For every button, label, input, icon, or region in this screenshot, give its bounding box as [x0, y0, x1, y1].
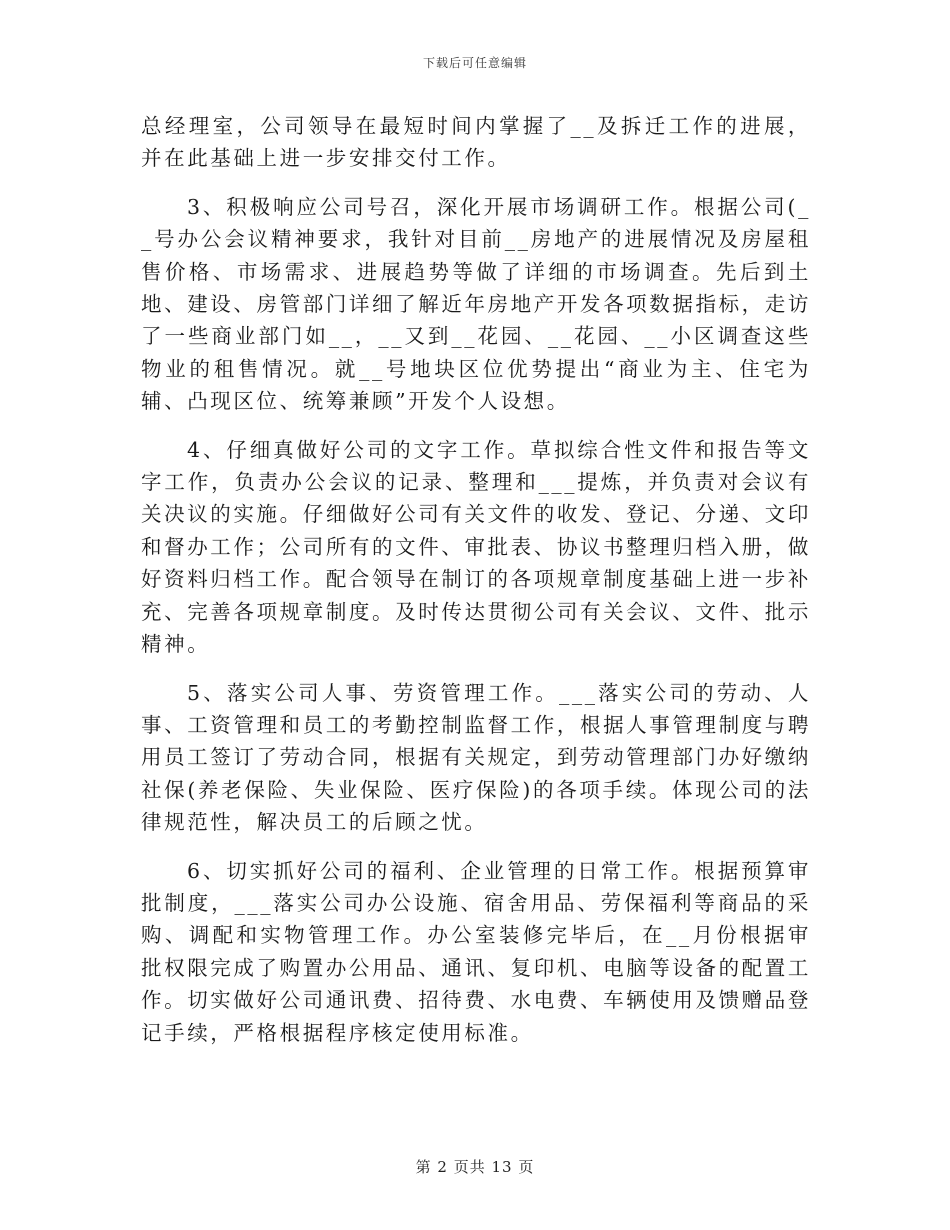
page-number-footer: 第 2 页共 13 页 — [415, 1158, 535, 1176]
page-header: 下载后可任意编辑 — [422, 56, 527, 70]
document-body — [141, 110, 811, 1065]
paragraph-item-4: 4、仔细真做好公司的文字工作。草拟综合性文件和报告等文字工作，负责办公会议的记录、整理和___提炼，并负责对会议有关决议的实施。仔细做好公司有关文件的收发、登记、分递、文印和督办工作；公司所有的文件、审批表、协议书整理归档入册，做好资料归档工作。配合领导在制订的各项规章制度基础上进一步补充、完善各项规章制度。及时传达贯彻公司有关会议、文件、批示精神。 — [141, 437, 811, 657]
paragraph-continuation: 总经理室，公司领导在最短时间内掌握了__及拆迁工作的进展，并在此基础上进一步安排交付工作。 — [141, 114, 811, 171]
paragraph-item-3: 3、积极响应公司号召，深化开展市场调研工作。根据公司(__号办公会议精神要求，我针对目前__房地产的进展情况及房屋租售价格、市场需求、进展趋势等做了详细的市场调查。先后到土地、建设、房管部门详细了解近年房地产开发各项数据指标，走访了一些商业部门如__，__又到__花园、__花园、__小区调查这些物业的租售情况。就__号地块区位优势提出“商业为主、住宅为辅、凸现区位、统筹兼顾”开发个人设想。 — [141, 194, 811, 414]
paragraph-item-5: 5、落实公司人事、劳资管理工作。___落实公司的劳动、人事、工资管理和员工的考勤控制监督工作，根据人事管理制度与聘用员工签订了劳动合同，根据有关规定，到劳动管理部门办好缴纳社保(养老保险、失业保险、医疗保险)的各项手续。体现公司的法律规范性，解决员工的后顾之忧。 — [141, 680, 811, 835]
paragraph-item-6: 6、切实抓好公司的福利、企业管理的日常工作。根据预算审批制度，___落实公司办公设施、宿舍用品、劳保福利等商品的采购、调配和实物管理工作。办公室装修完毕后，在__月份根据审批权限完成了购置办公用品、通讯、复印机、电脑等设备的配置工作。切实做好公司通讯费、招待费、水电费、车辆使用及馈赠品登记手续，严格根据程序核定使用标准。 — [141, 858, 811, 1045]
